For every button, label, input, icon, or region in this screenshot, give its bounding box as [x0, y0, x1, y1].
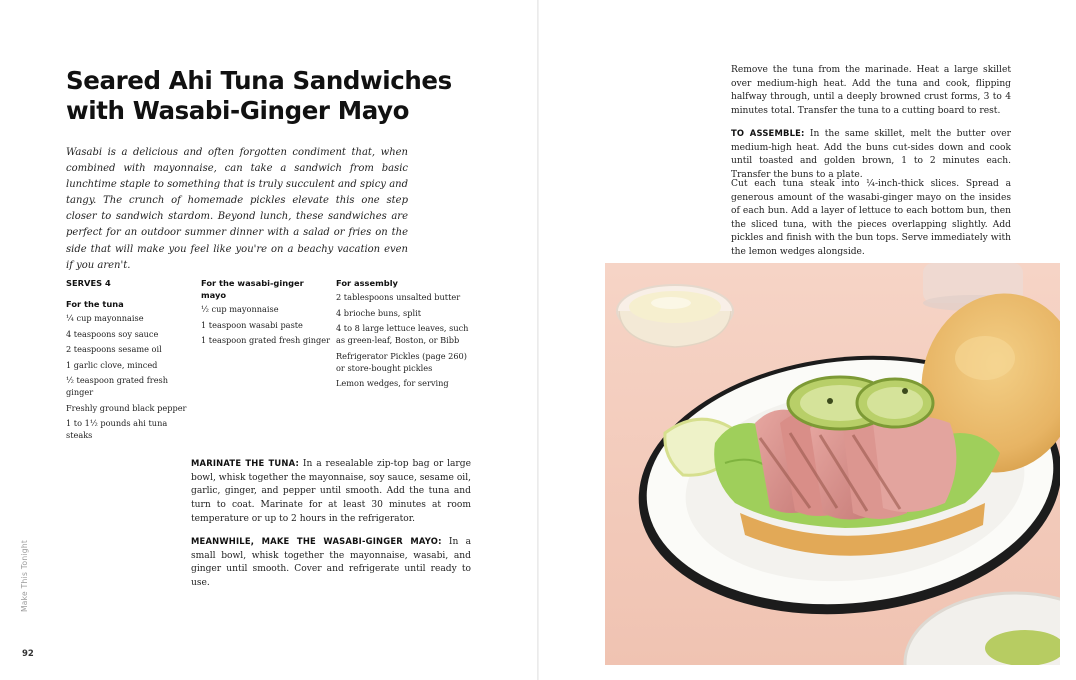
step-lead: TO ASSEMBLE:	[731, 128, 805, 138]
ingredient-item: 2 teaspoons sesame oil	[66, 344, 162, 354]
recipe-intro: Wasabi is a delicious and often forgotten condiment that, when combined with mayonnaise, can take a sandwich from basic lunchtime staple to something that is truly succulent and spicy and tangy. The crunch of homemade pickles elevate this one step closer to sandwich stardom. Beyond lunch, these sandwiches are perfect for an outdoor summer dinner with a salad or fries on the side that will make you feel like you're on a beachy vacation even if you aren't.	[66, 147, 408, 271]
assembly-ingredients-heading: For assembly	[336, 278, 398, 288]
step-text: Remove the tuna from the marinade. Heat a large skillet over medium-high heat. Add the tuna and cook, flipping halfway through, until a deeply browned crust forms, 3 to 4 minutes total. Transfer the tuna to a cutting board to rest.	[731, 65, 1011, 116]
step-lead: MARINATE THE TUNA:	[191, 458, 300, 468]
ingredient-item: ½ teaspoon grated fresh ginger	[66, 375, 169, 397]
step-text: In a small bowl, whisk together the mayonnaise, wasabi, and ginger until smooth. Cover and refrigerate until ready to use.	[191, 537, 472, 589]
step-text: Cut each tuna steak into ¼-inch-thick slices. Spread a generous amount of the wasabi-ginger mayo on the insides of each bun. Add a layer of lettuce to each bottom bun, then the sliced tuna, with the pieces overlapping slightly. Add pickles and finish with the bun tops. Serve immediately with the lemon wedges alongside.	[731, 179, 1011, 257]
ingredient-item: 4 teaspoons soy sauce	[66, 328, 159, 339]
ingredients-column-mayo	[201, 277, 331, 350]
ingredient-item: 4 to 8 large lettuce leaves, such as green-leaf, Boston, or Bibb	[336, 323, 469, 345]
step-lead: MEANWHILE, MAKE THE WASABI-GINGER MAYO:	[191, 536, 442, 546]
serves-label: SERVES 4	[66, 278, 111, 288]
ingredient-item: 4 brioche buns, split	[336, 307, 421, 318]
step-cook-tuna	[731, 64, 1011, 118]
ingredient-item: ¼ cup mayonnaise	[66, 313, 144, 323]
tuna-ingredients-heading: For the tuna	[66, 299, 124, 309]
pickles	[788, 377, 933, 429]
mayo-ingredient-list	[201, 303, 331, 346]
page-gutter	[537, 0, 539, 680]
ingredient-item: 1 teaspoon grated fresh ginger	[201, 335, 331, 345]
ingredient-item: 1 garlic clove, minced	[66, 359, 158, 370]
ingredient-item: Lemon wedges, for serving	[336, 378, 449, 388]
ingredient-item: 2 tablespoons unsalted butter	[336, 292, 461, 302]
ingredient-item: 1 to 1½ pounds ahi tuna steaks	[66, 418, 168, 440]
recipe-title	[66, 66, 466, 126]
running-head: Make This Tonight	[20, 539, 29, 612]
title-line-2: with Wasabi-Ginger Mayo	[66, 96, 410, 125]
step-serve	[731, 178, 1011, 259]
step-marinate	[191, 457, 471, 527]
sandwich-photo	[605, 263, 1060, 665]
ingredients-column-tuna	[66, 277, 196, 445]
sandwich-illustration	[605, 263, 1060, 665]
step-assemble	[731, 127, 1011, 182]
ingredient-item: Freshly ground black pepper	[66, 402, 187, 413]
ingredient-item: 1 teaspoon wasabi paste	[201, 319, 303, 330]
page-number: 92	[22, 649, 34, 659]
step-text: In a resealable zip-top bag or large bowl, whisk together the mayonnaise, soy sauce, sesame oil, garlic, ginger, and pepper until smooth. Add the tuna and turn to coat. Marinate for at least 30 minutes at room temperature or up to 2 hours in the refrigerator.	[191, 459, 471, 524]
ingredient-item: Refrigerator Pickles (page 260) or store-bought pickles	[336, 350, 467, 373]
step-make-mayo	[191, 535, 471, 591]
ingredient-item: ½ cup mayonnaise	[201, 304, 279, 314]
ingredients-column-assembly	[336, 277, 471, 393]
tuna-ingredient-list	[66, 312, 196, 441]
title-line-1: Seared Ahi Tuna Sandwiches	[66, 66, 452, 95]
mayo-ingredients-heading: For the wasabi-ginger mayo	[201, 278, 304, 300]
step-text: In the same skillet, melt the butter over medium-high heat. Add the buns cut-sides down and cook until toasted and golden brown, 1 to 2 minutes each. Transfer the buns to a plate.	[731, 129, 1012, 180]
assembly-ingredient-list	[336, 291, 471, 389]
